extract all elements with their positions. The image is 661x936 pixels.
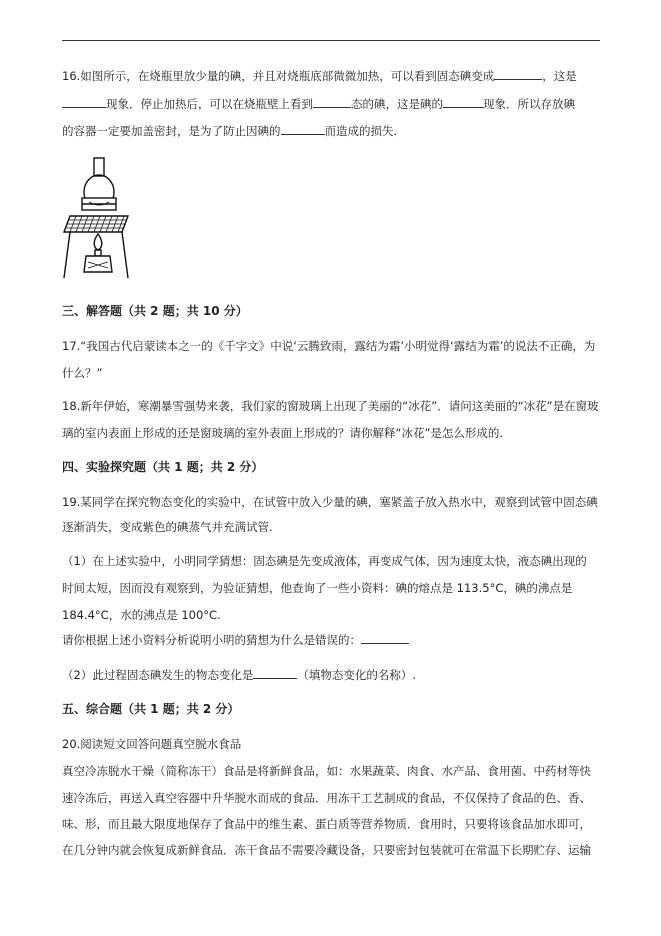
q19-line-1: 19.某同学在探究物态变化的实验中，在试管中放入少量的碘，塞紧盖子放入热水中，观察到试管中固态碘 <box>62 495 598 509</box>
alcohol-lamp <box>84 256 112 272</box>
header-rule <box>62 40 600 41</box>
q19-text: （填物态变化的名称）. <box>297 668 416 682</box>
answer-blank <box>313 96 351 108</box>
section-heading: 四、实验探究题（共 1 题；共 2 分） <box>62 460 264 474</box>
q16-line-1 <box>62 68 577 84</box>
q19-part1-line-2: 时间太短，因而没有观察到，为验证猜想，他查询了一些小资料：碘的熔点是 113.5°C，碘的沸点是 <box>62 581 573 595</box>
answer-blank <box>361 632 409 644</box>
flask-neck <box>94 158 104 176</box>
q19-text: （2）此过程固态碘发生的物态变化是 <box>62 668 254 682</box>
section-heading: 五、综合题（共 1 题；共 2 分） <box>62 702 240 716</box>
section-heading: 三、解答题（共 2 题；共 10 分） <box>62 304 248 318</box>
answer-blank <box>253 667 297 679</box>
q18-line-1: 18.新年伊始，寒潮暴雪强势来袭，我们家的窗玻璃上出现了美丽的“冰花”．请问这美丽的“冰花”是在窗玻 <box>62 399 599 413</box>
tripod-leg <box>122 232 128 278</box>
q17-line-1: 17.“我国古代启蒙读本之一的《千字文》中说‘云腾致雨，露结为霜’小明觉得‘露结为霜’的说法不正确，为 <box>62 339 596 353</box>
q20-line-3: 速冷冻后，再送入真空容器中升华脱水而成的食品．用冻干工艺制成的食品，不仅保持了食品的色、香、 <box>62 791 591 805</box>
q20-line-1: 20.阅读短文回答问题真空脱水食品 <box>62 737 242 751</box>
q16-text: ，这是 <box>542 69 577 83</box>
q19-part1-line-4 <box>62 632 409 648</box>
q18-line-2: 璃的室内表面上形成的还是窗玻璃的室外表面上形成的？请你解释“冰花”是怎么形成的. <box>62 426 504 440</box>
q16-text: 现象．停止加热后，可以在烧瓶壁上看到 <box>106 97 313 111</box>
q16-text: 16.如图所示，在烧瓶里放少量的碘，并且对烧瓶底部微微加热，可以看到固态碘变成 <box>62 69 495 83</box>
q19-part1-line-3: 184.4°C，水的沸点是 100°C. <box>62 608 221 622</box>
q16-text: 的容器一定要加盖密封，是为了防止因碘的 <box>62 124 281 138</box>
answer-blank <box>281 123 325 135</box>
answer-blank <box>62 96 106 108</box>
q16-text: 现象．所以存放碘 <box>483 97 575 111</box>
q19-part2-line <box>62 667 416 683</box>
flask-heating-figure <box>62 152 132 280</box>
q16-text: 态的碘，这是碘的 <box>351 97 443 111</box>
answer-blank <box>494 68 542 80</box>
q19-line-2: 逐渐消失，变成紫色的碘蒸气并充满试管. <box>62 520 273 534</box>
q20-line-4: 味、形，而且最大限度地保存了食品中的维生素、蛋白质等营养物质．食用时，只要将该食品加水即可， <box>62 817 591 831</box>
q17-line-2: 什么？” <box>62 366 103 380</box>
lamp-wick <box>95 250 101 256</box>
flame-icon <box>94 234 102 250</box>
q16-line-2 <box>62 96 575 112</box>
q19-text: 请你根据上述小资料分析说明小明的猜想为什么是错误的： <box>62 633 361 647</box>
q16-text: 而造成的损失. <box>324 124 398 138</box>
q20-line-2: 真空冷冻脱水干燥（简称冻干）食品是将新鲜食品，如：水果蔬菜、肉食、水产品、食用菌、中药材等快 <box>62 764 591 778</box>
q20-line-5: 在几分钟内就会恢复成新鲜食品．冻干食品不需要冷藏设备，只要密封包装就可在常温下长期贮存、运输 <box>62 843 591 857</box>
answer-blank <box>443 96 483 108</box>
q16-line-3 <box>62 123 397 139</box>
tripod-leg <box>64 232 70 278</box>
q19-part1-line-1: （1）在上述实验中，小明同学猜想：固态碘是先变成液体，再变成气体，因为速度太快，液态碘出现的 <box>62 554 587 568</box>
